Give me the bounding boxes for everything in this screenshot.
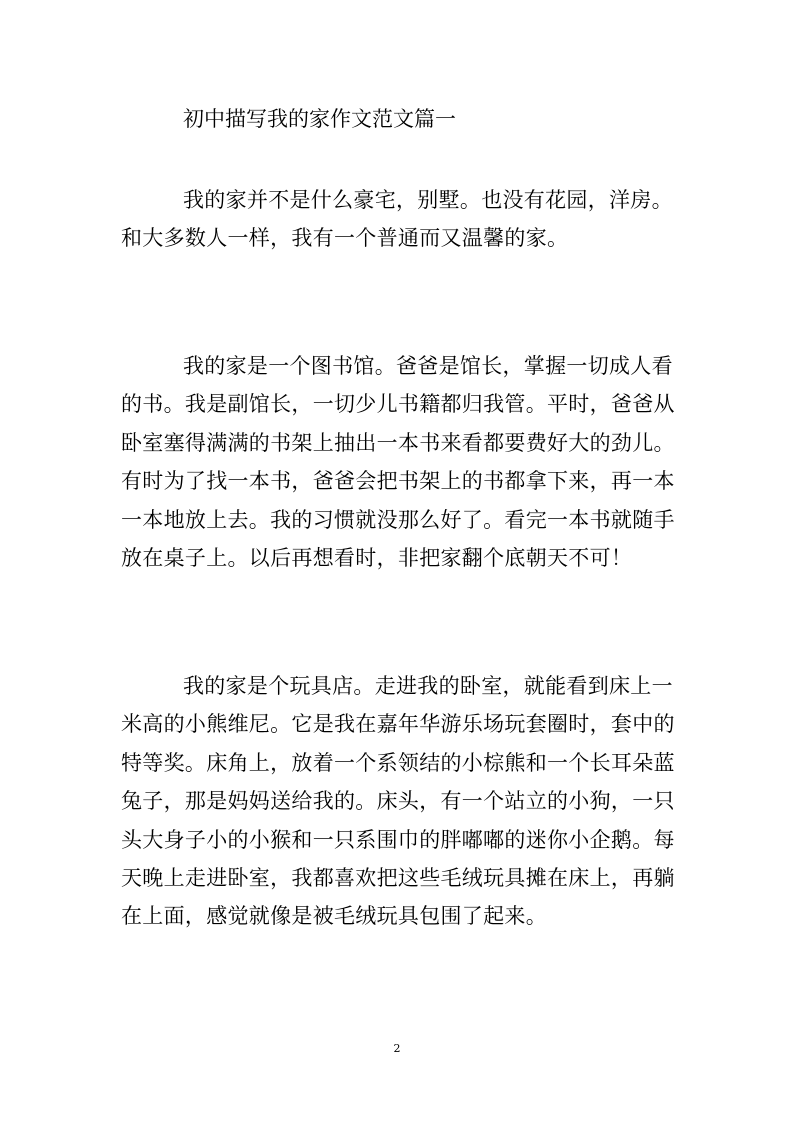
page-number: 2 bbox=[393, 1042, 401, 1055]
paragraph-line: 卧室塞得满满的书架上抽出一本书来看都要费好大的劲儿。 bbox=[121, 430, 675, 455]
paragraph-line: 一本地放上去。我的习惯就没那么好了。看完一本书就随手 bbox=[121, 507, 675, 532]
paragraph-line: 的书。我是副馆长，一切少儿书籍都归我管。平时，爸爸从 bbox=[121, 392, 675, 417]
paragraph-line: 特等奖。床角上，放着一个系领结的小棕熊和一个长耳朵蓝 bbox=[121, 750, 675, 775]
paragraph-line: 我的家并不是什么豪宅，别墅。也没有花园，洋房。 bbox=[183, 188, 673, 212]
paragraph-line: 和大多数人一样，我有一个普通而又温馨的家。 bbox=[121, 226, 569, 251]
paragraph-line: 米高的小熊维尼。它是我在嘉年华游乐场玩套圈时，套中的 bbox=[121, 712, 675, 737]
paragraph-line: 我的家是一个图书馆。爸爸是馆长，掌握一切成人看 bbox=[183, 354, 673, 378]
paragraph-line: 放在桌子上。以后再想看时，非把家翻个底朝天不可！ bbox=[121, 546, 633, 571]
paragraph-line: 天晚上走进卧室，我都喜欢把这些毛绒玩具摊在床上，再躺 bbox=[121, 866, 675, 891]
paragraph-1 bbox=[121, 181, 681, 258]
paragraph-line: 兔子，那是妈妈送给我的。床头，有一个站立的小狗，一只 bbox=[121, 789, 675, 814]
paragraph-line: 有时为了找一本书，爸爸会把书架上的书都拿下来，再一本 bbox=[121, 469, 675, 494]
paragraph-line: 我的家是个玩具店。走进我的卧室，就能看到床上一 bbox=[183, 674, 673, 698]
paragraph-line: 头大身子小的小猴和一只系围巾的胖嘟嘟的迷你小企鹅。每 bbox=[121, 827, 675, 852]
paragraph-line: 在上面，感觉就像是被毛绒玩具包围了起来。 bbox=[121, 904, 547, 929]
paragraph-2 bbox=[121, 347, 681, 577]
paragraph-3 bbox=[121, 667, 681, 936]
essay-title: 初中描写我的家作文范文篇一 bbox=[183, 107, 456, 131]
